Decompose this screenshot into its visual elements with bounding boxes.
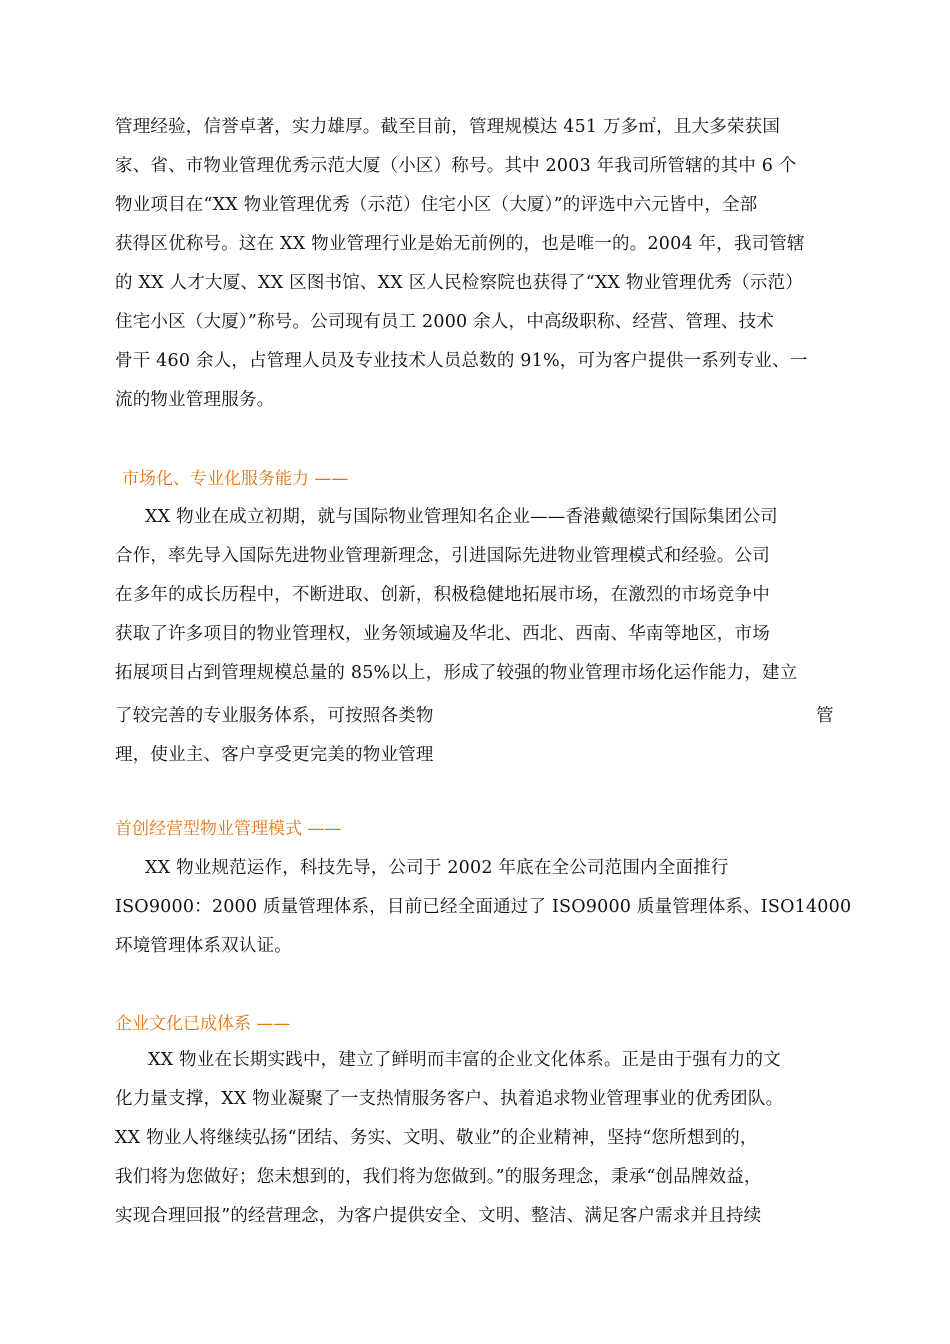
text-line: 管 bbox=[816, 706, 834, 726]
text-line: ISO9000：2000 质量管理体系，目前已经全面通过了 ISO9000 质量管理体系、ISO14000 bbox=[115, 897, 852, 917]
text-line: 获得区优称号。这在 XX 物业管理行业是始无前例的，也是唯一的。2004 年，我司管辖 bbox=[115, 234, 805, 254]
text-line: 物业项目在“XX 物业管理优秀（示范）住宅小区（大厦）”的评选中六元皆中，全部 bbox=[115, 195, 758, 215]
section-heading: 企业文化已成体系 —— bbox=[115, 1014, 291, 1034]
text-line: 获取了许多项目的物业管理权，业务领域遍及华北、西北、西南、华南等地区，市场 bbox=[115, 624, 770, 644]
text-line: 环境管理体系双认证。 bbox=[115, 936, 292, 956]
text-line: 骨干 460 余人，占管理人员及专业技术人员总数的 91%，可为客户提供一系列专业、一 bbox=[115, 351, 808, 371]
text-line: XX 物业人将继续弘扬“团结、务实、文明、敬业”的企业精神，坚持“您所想到的， bbox=[115, 1128, 758, 1148]
text-line: 了较完善的专业服务体系，可按照各类物 bbox=[115, 706, 434, 726]
text-line: 理，使业主、客户享受更完美的物业管理 bbox=[115, 745, 434, 765]
text-line: 的 XX 人才大厦、XX 区图书馆、XX 区人民检察院也获得了“XX 物业管理优秀（示范） bbox=[115, 273, 803, 293]
section-heading: 市场化、专业化服务能力 —— bbox=[122, 469, 349, 489]
text-line: XX 物业在长期实践中，建立了鲜明而丰富的企业文化体系。正是由于强有力的文 bbox=[148, 1050, 781, 1070]
text-line: 化力量支撑，XX 物业凝聚了一支热情服务客户、执着追求物业管理事业的优秀团队。 bbox=[115, 1089, 784, 1109]
text-line: 管理经验，信誉卓著，实力雄厚。截至目前，管理规模达 451 万多㎡，且大多荣获国 bbox=[115, 117, 781, 137]
text-line: 合作，率先导入国际先进物业管理新理念，引进国际先进物业管理模式和经验。公司 bbox=[115, 546, 770, 566]
section-heading: 首创经营型物业管理模式 —— bbox=[115, 819, 342, 839]
text-line: 住宅小区（大厦）”称号。公司现有员工 2000 余人，中高级职称、经营、管理、技术 bbox=[115, 312, 775, 332]
text-line: 拓展项目占到管理规模总量的 85%以上，形成了较强的物业管理市场化运作能力，建立 bbox=[115, 663, 798, 683]
text-line: 我们将为您做好；您未想到的，我们将为您做到。”的服务理念，秉承“创品牌效益， bbox=[115, 1167, 762, 1187]
text-line: XX 物业规范运作，科技先导，公司于 2002 年底在全公司范围内全面推行 bbox=[145, 858, 729, 878]
text-line: 在多年的成长历程中，不断进取、创新，积极稳健地拓展市场，在激烈的市场竞争中 bbox=[115, 585, 770, 605]
text-line: 实现合理回报”的经营理念，为客户提供安全、文明、整洁、满足客户需求并且持续 bbox=[115, 1206, 762, 1226]
text-line: 家、省、市物业管理优秀示范大厦（小区）称号。其中 2003 年我司所管辖的其中 6 个 bbox=[115, 156, 797, 176]
text-line: 流的物业管理服务。 bbox=[115, 390, 275, 410]
text-line: XX 物业在成立初期，就与国际物业管理知名企业——香港戴德梁行国际集团公司 bbox=[145, 507, 778, 527]
